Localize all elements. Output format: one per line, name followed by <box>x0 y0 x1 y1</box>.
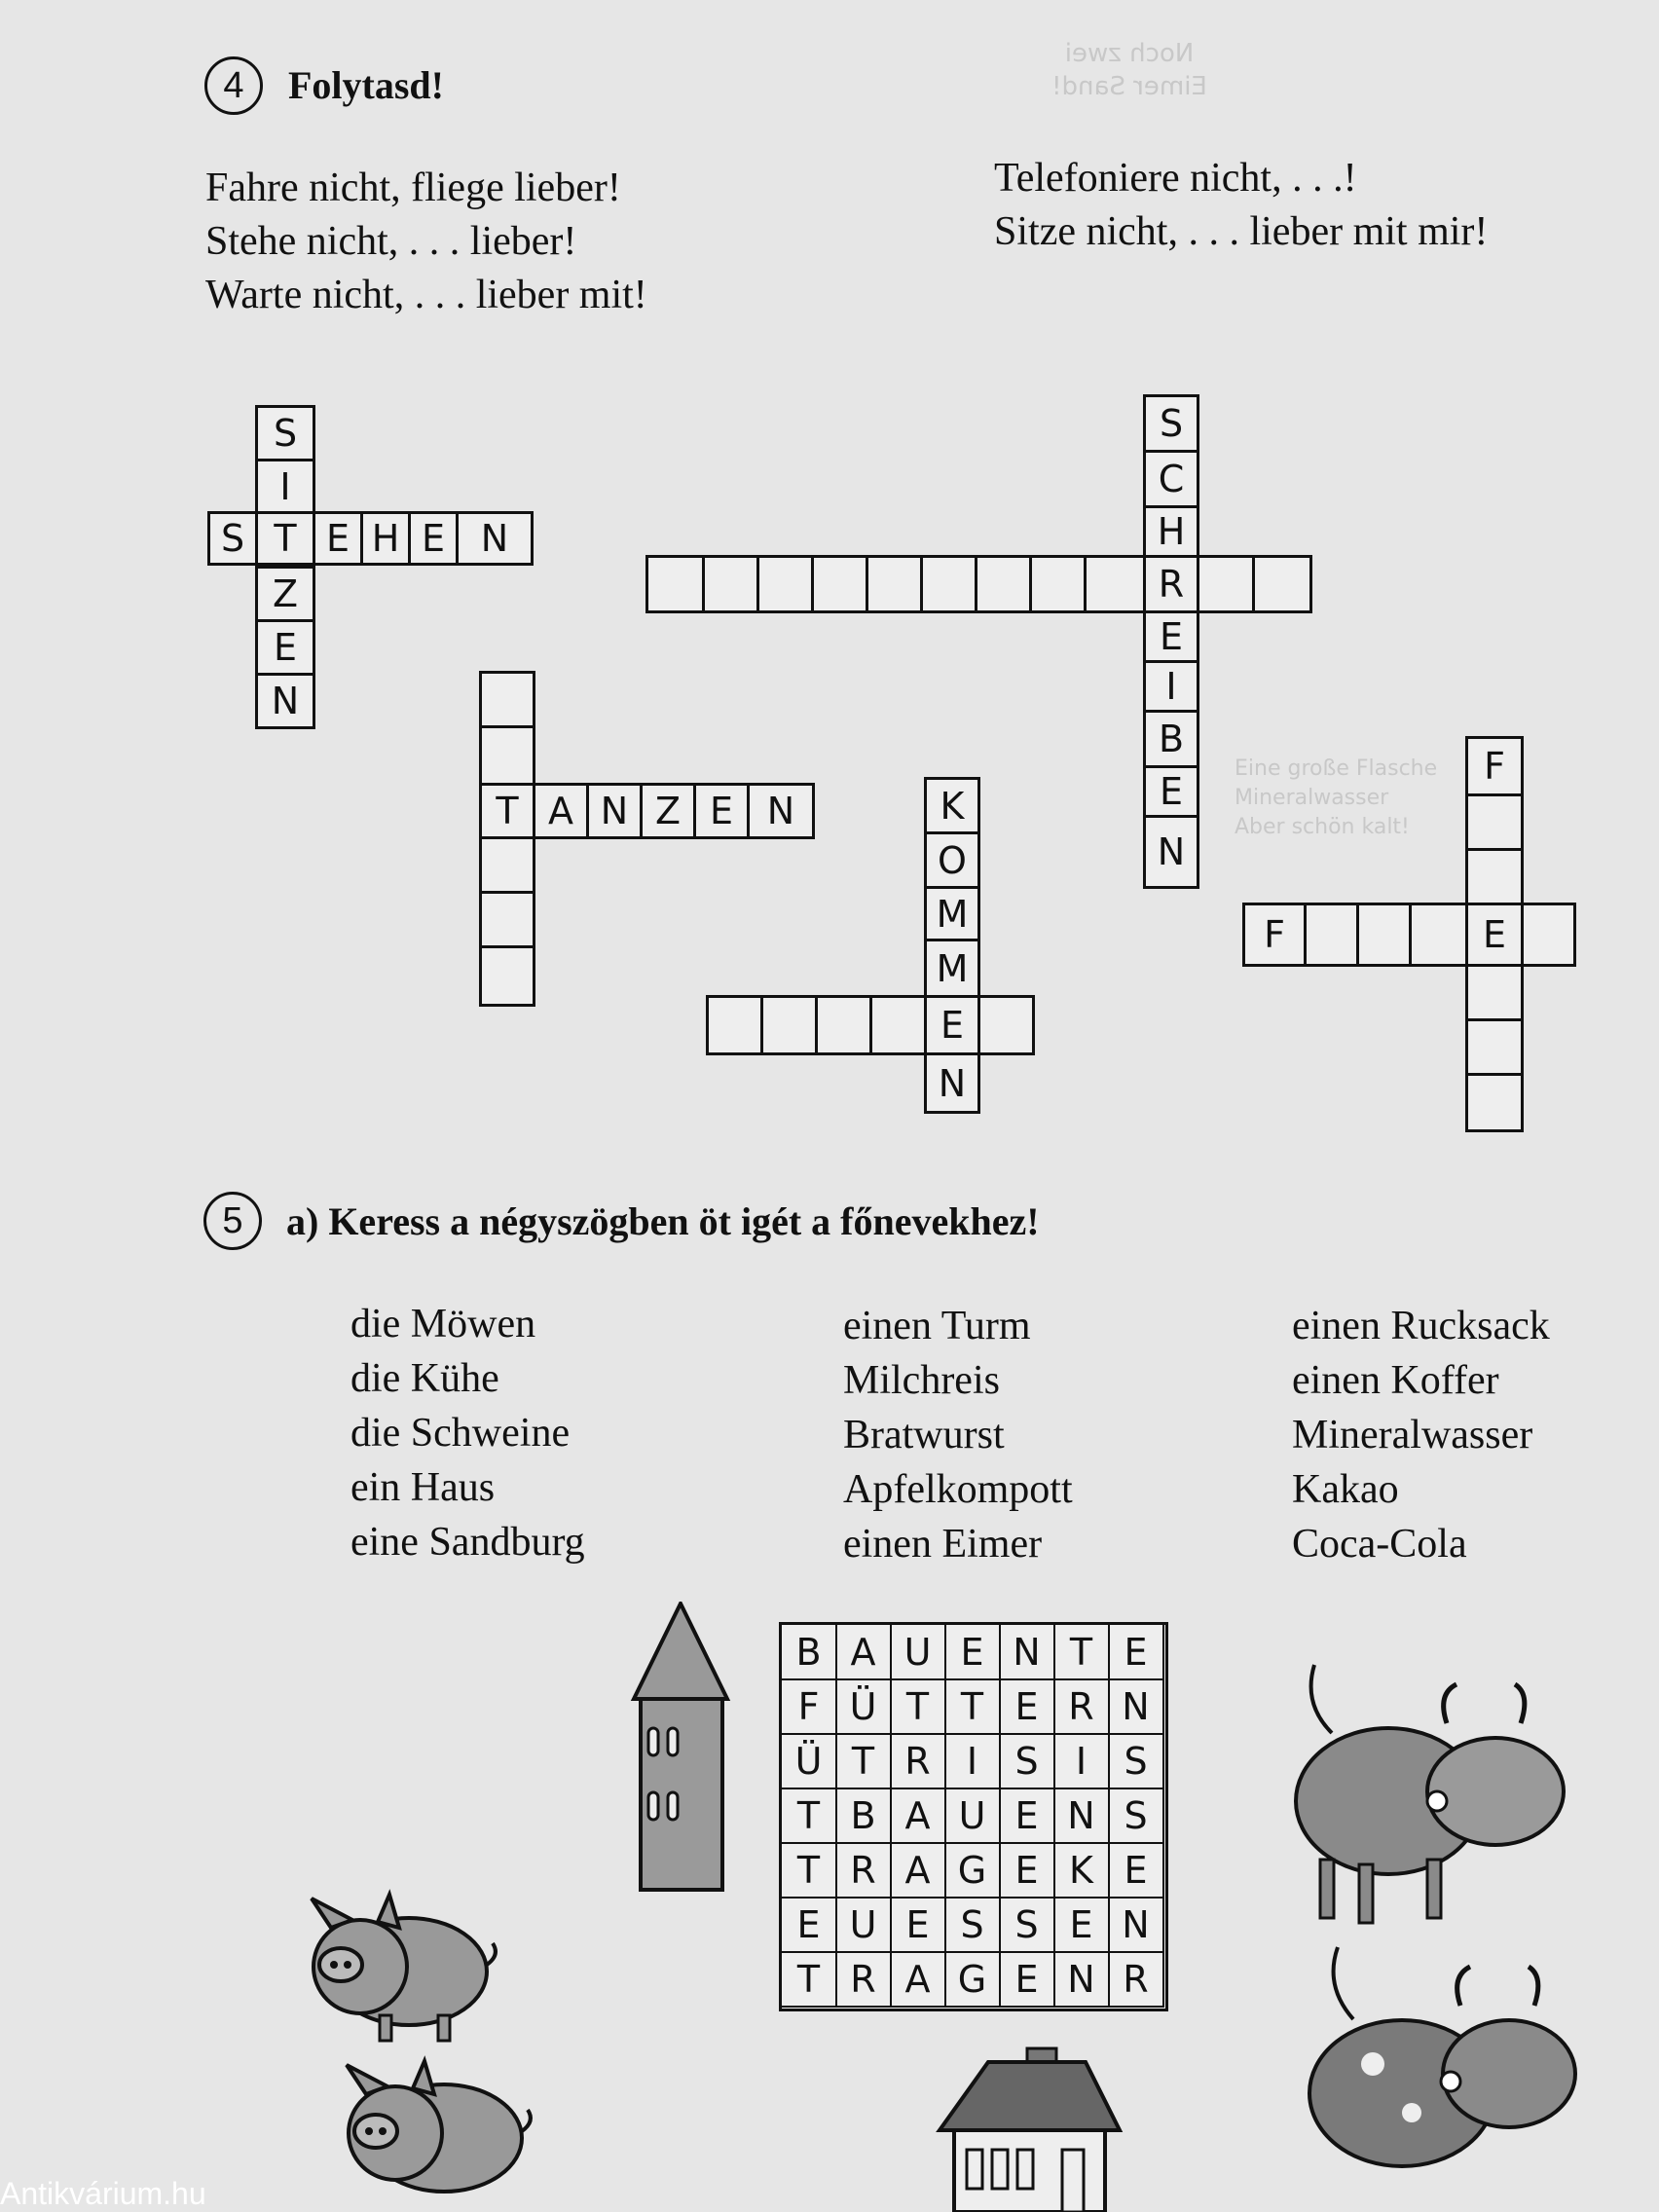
crossword-cell[interactable] <box>756 555 814 613</box>
sentence-left-3: Warte nicht, . . . lieber mit! <box>205 273 647 317</box>
word-search-cell[interactable]: N <box>1054 1788 1110 1844</box>
noun: die Kühe <box>350 1356 499 1401</box>
noun: ein Haus <box>350 1465 496 1510</box>
crossword-cell[interactable]: F <box>1465 736 1524 796</box>
crossword-cell[interactable] <box>1304 903 1359 967</box>
crossword-cell[interactable] <box>479 891 535 948</box>
noun: Apfelkompott <box>843 1467 1073 1512</box>
crossword-cell[interactable] <box>1029 555 1087 613</box>
crossword-cell[interactable]: S <box>255 405 315 461</box>
word-search-cell[interactable]: T <box>836 1734 892 1789</box>
crossword-cell[interactable] <box>702 555 759 613</box>
note-line: Eine große Flasche <box>1235 756 1438 781</box>
word-search-cell[interactable]: S <box>945 1898 1001 1953</box>
exercise-4-number: 4 <box>204 56 263 115</box>
crossword-cell[interactable]: N <box>924 1052 980 1114</box>
crossword-cell[interactable]: E <box>255 619 315 676</box>
word-search-cell[interactable]: F <box>782 1679 837 1735</box>
sentence-left-2: Stehe nicht, . . . lieber! <box>205 219 577 264</box>
word-search-cell[interactable]: E <box>1000 1843 1055 1899</box>
crossword-cell[interactable] <box>869 995 927 1055</box>
word-search-cell[interactable]: T <box>945 1679 1001 1735</box>
crossword-cell[interactable] <box>1465 1073 1524 1132</box>
word-search-cell[interactable]: S <box>1109 1734 1164 1789</box>
crossword-cell[interactable] <box>975 555 1032 613</box>
crossword-cell[interactable]: S <box>1143 394 1199 453</box>
crossword-cell[interactable] <box>1409 903 1468 967</box>
crossword-cell[interactable]: N <box>255 673 315 729</box>
word-search-cell[interactable]: G <box>945 1952 1001 2008</box>
crossword-cell[interactable]: R <box>1143 555 1199 613</box>
crossword-cell[interactable]: A <box>533 783 589 839</box>
crossword-cell[interactable]: C <box>1143 450 1199 508</box>
word-search-cell[interactable]: S <box>1000 1734 1055 1789</box>
noun: Coca-Cola <box>1292 1522 1467 1567</box>
crossword-cell[interactable]: T <box>479 783 535 839</box>
crossword-cell[interactable]: E <box>693 783 750 839</box>
noun: einen Turm <box>843 1304 1031 1348</box>
crossword-cell[interactable]: E <box>313 511 363 566</box>
noun-list-1 <box>350 1297 585 1569</box>
house-icon <box>920 2043 1134 2212</box>
crossword-cell[interactable] <box>1465 964 1524 1021</box>
crossword-cell[interactable]: E <box>1465 903 1524 967</box>
crossword-cell[interactable] <box>760 995 818 1055</box>
word-search-cell[interactable]: N <box>1054 1952 1110 2008</box>
pig-icon <box>292 1889 506 2045</box>
word-search-cell[interactable]: U <box>836 1898 892 1953</box>
word-search-cell[interactable]: T <box>782 1952 837 2008</box>
word-search-cell[interactable]: R <box>1109 1952 1164 2008</box>
crossword-cell[interactable] <box>479 725 535 786</box>
crossword-cell[interactable] <box>1084 555 1146 613</box>
crossword-cell[interactable] <box>920 555 977 613</box>
crossword-cell[interactable] <box>866 555 923 613</box>
word-search-cell[interactable]: B <box>836 1788 892 1844</box>
crossword-cell[interactable]: E <box>1143 765 1199 818</box>
crossword-cell[interactable] <box>1252 555 1312 613</box>
word-search-cell[interactable]: I <box>1054 1734 1110 1789</box>
crossword-cell[interactable]: Z <box>640 783 696 839</box>
crossword-cell[interactable] <box>1465 793 1524 851</box>
word-search-cell[interactable]: I <box>945 1734 1001 1789</box>
crossword-cell[interactable]: F <box>1242 903 1307 967</box>
word-search-cell[interactable]: G <box>945 1843 1001 1899</box>
word-search-cell[interactable]: R <box>836 1952 892 2008</box>
crossword-cell[interactable]: N <box>1143 815 1199 889</box>
exercise-5-number: 5 <box>203 1192 262 1250</box>
crossword-cell[interactable]: I <box>255 459 315 515</box>
crossword-cell[interactable]: K <box>924 777 980 834</box>
word-search-cell[interactable]: U <box>891 1625 946 1680</box>
watermark-footer: Antikvárium.hu <box>0 2176 206 2211</box>
cow-icon <box>1295 1937 1587 2212</box>
exercise-4-title: Folytasd! <box>288 63 444 107</box>
crossword-cell[interactable] <box>645 555 705 613</box>
word-search-cell[interactable]: U <box>945 1788 1001 1844</box>
crossword-cell[interactable]: M <box>924 939 980 998</box>
word-search-cell[interactable]: E <box>1000 1788 1055 1844</box>
word-search-cell[interactable]: N <box>1109 1679 1164 1735</box>
background-note-box <box>1235 755 1437 842</box>
word-search-cell[interactable]: Ü <box>782 1734 837 1789</box>
pig-icon <box>327 2050 541 2212</box>
crossword-cell[interactable] <box>1465 848 1524 905</box>
crossword-cell[interactable]: T <box>255 511 315 566</box>
crossword-cell[interactable]: Z <box>255 566 315 622</box>
crossword-cell[interactable] <box>706 995 763 1055</box>
noun: die Möwen <box>350 1302 536 1346</box>
word-search-cell[interactable]: R <box>1054 1679 1110 1735</box>
word-search-cell[interactable]: A <box>836 1625 892 1680</box>
crossword-cell[interactable]: E <box>408 511 459 566</box>
noun: Mineralwasser <box>1292 1413 1533 1457</box>
sentence-right-1: Telefoniere nicht, . . .! <box>994 156 1357 201</box>
word-search-cell[interactable]: E <box>891 1898 946 1953</box>
crossword-cell[interactable] <box>479 836 535 894</box>
word-search-cell[interactable]: S <box>1000 1898 1055 1953</box>
note-line: Aber schön kalt! <box>1235 815 1410 839</box>
background-speech-bubble <box>1032 37 1227 103</box>
word-search-cell[interactable]: R <box>836 1843 892 1899</box>
crossword-cell[interactable]: H <box>1143 505 1199 558</box>
word-search-cell[interactable]: A <box>891 1843 946 1899</box>
crossword-cell[interactable] <box>1465 1018 1524 1076</box>
crossword-cell[interactable]: N <box>586 783 643 839</box>
word-search-cell[interactable]: E <box>1109 1625 1164 1680</box>
crossword-cell[interactable] <box>1356 903 1412 967</box>
word-search-cell[interactable]: B <box>782 1625 837 1680</box>
noun: Milchreis <box>843 1358 1000 1403</box>
word-search-cell[interactable]: E <box>1000 1952 1055 2008</box>
word-search-cell[interactable]: A <box>891 1952 946 2008</box>
crossword-cell[interactable] <box>479 671 535 728</box>
noun: einen Rucksack <box>1292 1304 1550 1348</box>
tower-illustration <box>629 1602 732 1894</box>
crossword-cell[interactable]: S <box>207 511 258 566</box>
word-search-cell[interactable]: T <box>891 1679 946 1735</box>
sentence-right-2: Sitze nicht, . . . lieber mit mir! <box>994 209 1489 254</box>
noun: einen Eimer <box>843 1522 1043 1567</box>
word-search-cell[interactable]: E <box>945 1625 1001 1680</box>
crossword-cell[interactable]: E <box>1143 610 1199 663</box>
word-search-grid <box>779 1622 1168 2011</box>
word-search-cell[interactable]: T <box>782 1788 837 1844</box>
crossword-cell[interactable]: I <box>1143 660 1199 713</box>
crossword-cell[interactable] <box>815 995 872 1055</box>
note-line: Mineralwasser <box>1235 786 1389 810</box>
crossword-cell[interactable] <box>1521 903 1576 967</box>
exercise-5-title: a) Keress a négyszögben öt igét a főnevekhez! <box>286 1199 1040 1243</box>
crossword-cell[interactable] <box>479 945 535 1007</box>
crossword-cell[interactable]: M <box>924 886 980 941</box>
word-search-cell[interactable]: Ü <box>836 1679 892 1735</box>
crossword-cell[interactable] <box>1197 555 1255 613</box>
crossword-cell[interactable]: N <box>456 511 534 566</box>
crossword-cell[interactable] <box>811 555 868 613</box>
crossword-cell[interactable] <box>977 995 1035 1055</box>
word-search-cell[interactable]: N <box>1109 1898 1164 1953</box>
noun: Bratwurst <box>843 1413 1005 1457</box>
word-search-cell[interactable]: R <box>891 1734 946 1789</box>
crossword-cell[interactable]: E <box>924 995 980 1055</box>
noun-list-2 <box>843 1299 1073 1571</box>
word-search-cell[interactable]: T <box>782 1843 837 1899</box>
noun: einen Koffer <box>1292 1358 1499 1403</box>
crossword-cell[interactable]: H <box>360 511 411 566</box>
word-search-cell[interactable]: E <box>1000 1679 1055 1735</box>
word-search-cell[interactable]: A <box>891 1788 946 1844</box>
bubble-line: Noch zwei <box>1064 39 1195 68</box>
word-search-cell[interactable]: N <box>1000 1625 1055 1680</box>
word-search-cell[interactable]: E <box>782 1898 837 1953</box>
word-search-cell[interactable]: S <box>1109 1788 1164 1844</box>
crossword-cell[interactable]: O <box>924 831 980 889</box>
noun: Kakao <box>1292 1467 1399 1512</box>
cow-icon <box>1291 1655 1583 1928</box>
word-search-cell[interactable]: E <box>1109 1843 1164 1899</box>
noun: eine Sandburg <box>350 1520 585 1565</box>
word-search-cell[interactable]: E <box>1054 1898 1110 1953</box>
word-search-cell[interactable]: T <box>1054 1625 1110 1680</box>
word-search-cell[interactable]: K <box>1054 1843 1110 1899</box>
noun-list-3 <box>1292 1299 1550 1571</box>
sentence-left-1: Fahre nicht, fliege lieber! <box>205 166 621 210</box>
crossword-cell[interactable]: N <box>747 783 815 839</box>
crossword-cell[interactable]: B <box>1143 710 1199 768</box>
noun: die Schweine <box>350 1411 571 1456</box>
bubble-line: Eimer Sand! <box>1051 72 1207 101</box>
